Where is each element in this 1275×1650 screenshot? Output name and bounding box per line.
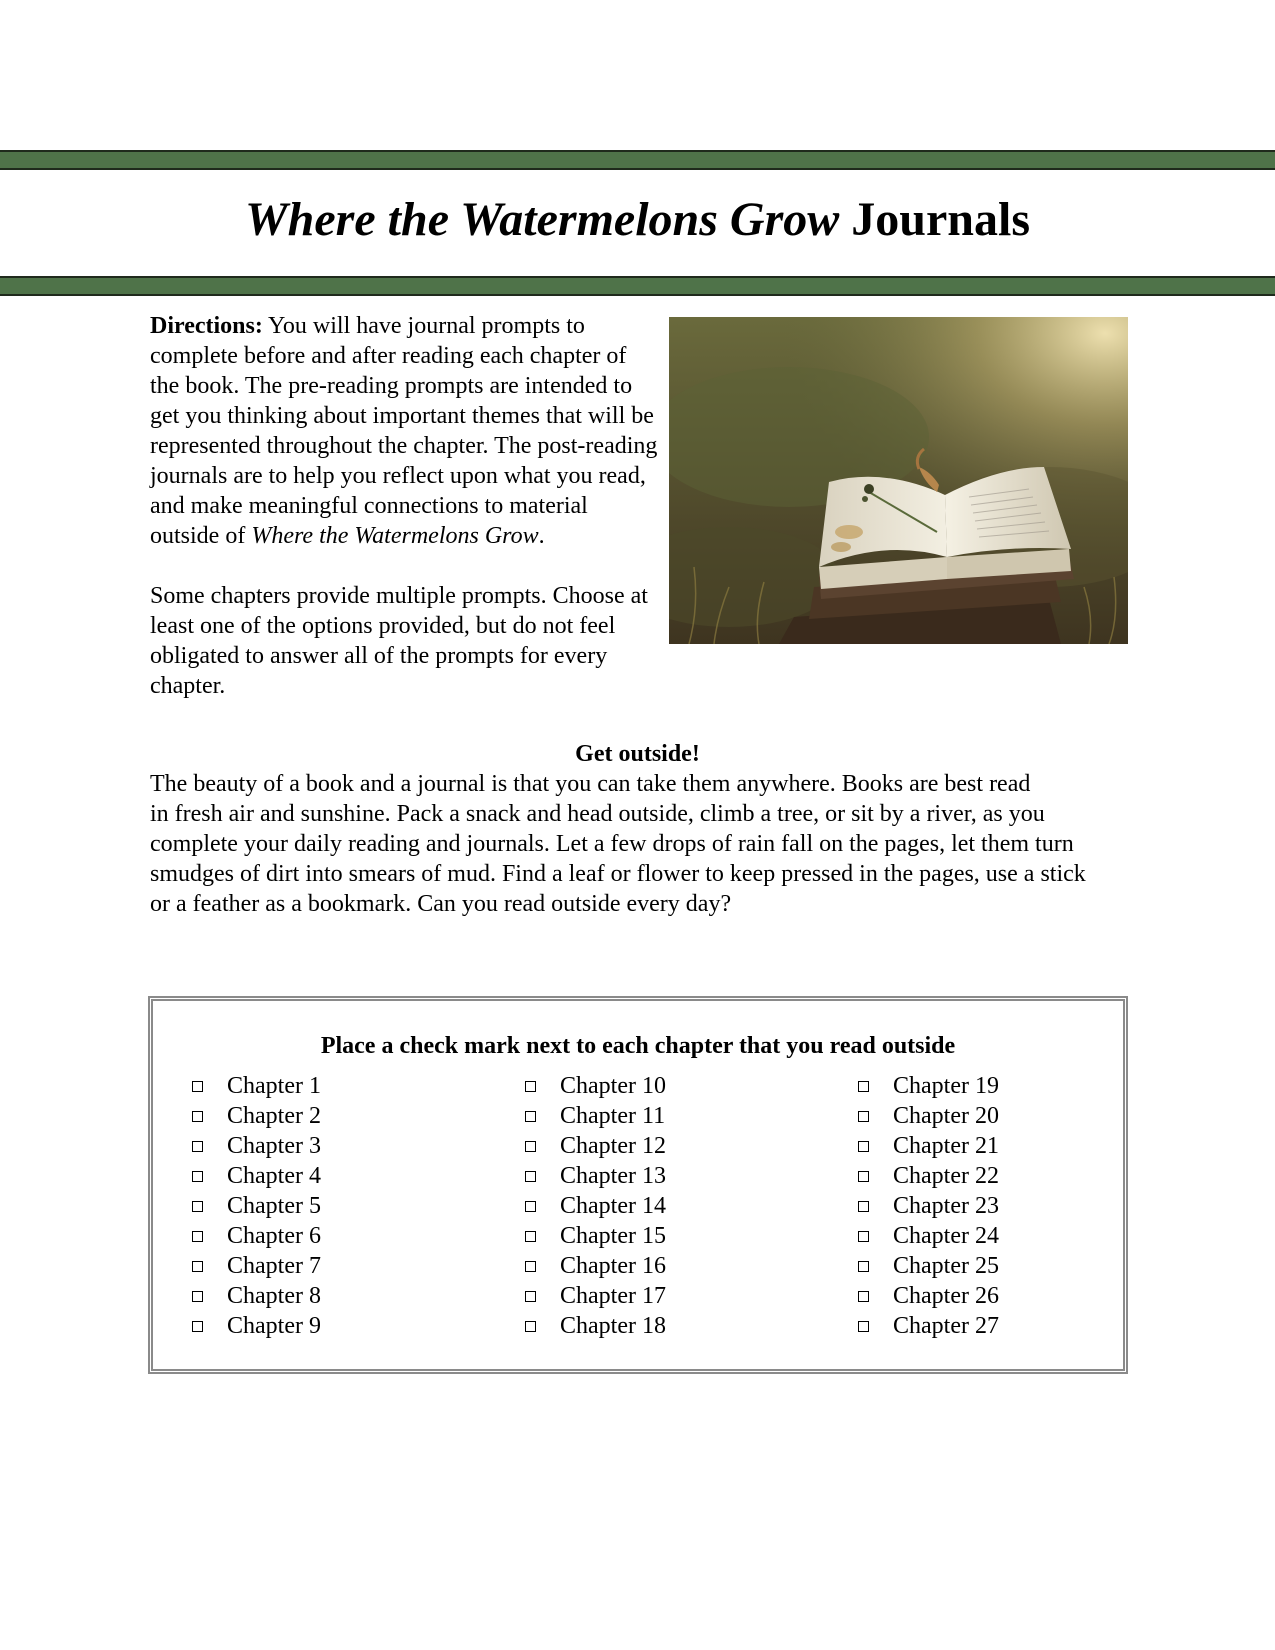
chapter-label: Chapter 11 [560, 1103, 666, 1129]
photo-illustration [669, 317, 1128, 644]
chapter-label: Chapter 22 [893, 1163, 999, 1189]
chapter-checklist-item[interactable] [191, 1281, 321, 1311]
checkbox[interactable] [525, 1231, 536, 1242]
directions-text: You will have journal prompts to complete before and after reading each chapter of the book. The pre-reading prompts are intended to get you thinking about important themes that will be represented throughout the chapter. The post-reading journals are to help you reflect upon what you read, and make meaningful connections to material outside of [150, 313, 658, 549]
chapter-label: Chapter 20 [893, 1103, 999, 1129]
chapter-checklist-item[interactable] [191, 1101, 321, 1131]
checkbox[interactable] [192, 1201, 203, 1212]
checkbox[interactable] [525, 1261, 536, 1272]
checkbox[interactable] [858, 1111, 869, 1122]
chapter-label: Chapter 25 [893, 1253, 999, 1279]
checkbox[interactable] [858, 1261, 869, 1272]
chapter-checklist-item[interactable] [524, 1191, 666, 1221]
checkbox[interactable] [192, 1261, 203, 1272]
outside-line: The beauty of a book and a journal is that you can take them anywhere. Books are best read [150, 771, 1031, 797]
chapter-label: Chapter 16 [560, 1253, 666, 1279]
chapter-label: Chapter 19 [893, 1073, 999, 1099]
checkbox[interactable] [858, 1081, 869, 1092]
chapter-label: Chapter 13 [560, 1163, 666, 1189]
chapter-label: Chapter 4 [227, 1163, 321, 1189]
checkbox[interactable] [192, 1141, 203, 1152]
header-band-top [0, 150, 1275, 170]
outside-line: complete your daily reading and journals. Let a few drops of rain fall on the pages, let them turn [150, 831, 1074, 857]
checkbox[interactable] [192, 1171, 203, 1182]
chapter-label: Chapter 8 [227, 1283, 321, 1309]
directions-paragraph-2: Some chapters provide multiple prompts. Choose at least one of the options provided, but do not feel obligated to answer all of the prompts for every chapter. [150, 583, 648, 699]
outside-line: or a feather as a bookmark. Can you read outside every day? [150, 891, 732, 917]
chapter-label: Chapter 23 [893, 1193, 999, 1219]
directions-label: Directions: [150, 313, 263, 339]
directions-section [150, 311, 660, 701]
chapter-checklist-item[interactable] [857, 1281, 999, 1311]
checkbox[interactable] [192, 1321, 203, 1332]
chapter-label: Chapter 17 [560, 1283, 666, 1309]
outside-line: in fresh air and sunshine. Pack a snack and head outside, climb a tree, or sit by a river, as you [150, 801, 1045, 827]
chapter-checklist-item[interactable] [524, 1161, 666, 1191]
outside-heading: Get outside! [575, 741, 700, 767]
checklist-title: Place a check mark next to each chapter that you read outside [320, 1033, 956, 1059]
title-book-name: Where the Watermelons Grow [245, 193, 840, 246]
chapter-label: Chapter 18 [560, 1313, 666, 1339]
chapter-checklist-item[interactable] [857, 1221, 999, 1251]
directions-period: . [538, 523, 545, 549]
chapter-label: Chapter 26 [893, 1283, 999, 1309]
checkbox[interactable] [858, 1231, 869, 1242]
chapter-label: Chapter 14 [560, 1193, 666, 1219]
checkbox[interactable] [858, 1201, 869, 1212]
header-band-bottom [0, 276, 1275, 296]
checkbox[interactable] [525, 1141, 536, 1152]
chapter-checklist-item[interactable] [524, 1281, 666, 1311]
outside-paragraph [150, 769, 1135, 919]
chapter-checklist-item[interactable] [857, 1311, 999, 1341]
chapter-label: Chapter 7 [227, 1253, 321, 1279]
chapter-label: Chapter 15 [560, 1223, 666, 1249]
chapter-checklist-item[interactable] [857, 1251, 999, 1281]
checkbox[interactable] [525, 1081, 536, 1092]
chapter-label: Chapter 24 [893, 1223, 999, 1249]
chapter-checklist-item[interactable] [524, 1071, 666, 1101]
chapter-checklist-item[interactable] [191, 1191, 321, 1221]
checkbox[interactable] [192, 1081, 203, 1092]
directions-book-title: Where the Watermelons Grow [251, 523, 539, 549]
checkbox[interactable] [525, 1321, 536, 1332]
outside-line: smudges of dirt into smears of mud. Find a leaf or flower to keep pressed in the pages, use a stick [150, 861, 1086, 887]
chapter-checklist-item[interactable] [524, 1101, 666, 1131]
checkbox[interactable] [192, 1231, 203, 1242]
checkbox[interactable] [525, 1201, 536, 1212]
chapter-label: Chapter 27 [893, 1313, 999, 1339]
chapter-checklist-item[interactable] [191, 1251, 321, 1281]
chapter-checklist-item[interactable] [524, 1221, 666, 1251]
chapter-checklist-item[interactable] [191, 1221, 321, 1251]
chapter-label: Chapter 9 [227, 1313, 321, 1339]
chapter-label: Chapter 5 [227, 1193, 321, 1219]
checkbox[interactable] [192, 1291, 203, 1302]
chapter-checklist-item[interactable] [857, 1191, 999, 1221]
checkbox[interactable] [525, 1171, 536, 1182]
chapter-checklist-item[interactable] [524, 1251, 666, 1281]
checklist-column-2 [524, 1071, 666, 1341]
chapter-checklist-item[interactable] [191, 1161, 321, 1191]
open-book-on-grass-photo [669, 317, 1128, 644]
chapter-label: Chapter 12 [560, 1133, 666, 1159]
chapter-checklist-item[interactable] [857, 1071, 999, 1101]
chapter-checklist-item[interactable] [857, 1161, 999, 1191]
checklist-column-3 [857, 1071, 999, 1341]
chapter-checklist-item[interactable] [524, 1131, 666, 1161]
chapter-checklist-box [148, 996, 1128, 1374]
title-suffix: Journals [851, 193, 1030, 246]
chapter-label: Chapter 6 [227, 1223, 321, 1249]
page-title [0, 190, 1275, 250]
checkbox[interactable] [192, 1111, 203, 1122]
directions-paragraph [150, 311, 660, 551]
checkbox[interactable] [525, 1111, 536, 1122]
chapter-checklist-item[interactable] [191, 1071, 321, 1101]
checkbox[interactable] [858, 1321, 869, 1332]
checkbox[interactable] [858, 1171, 869, 1182]
chapter-checklist-item[interactable] [857, 1131, 999, 1161]
chapter-checklist-item[interactable] [524, 1311, 666, 1341]
checkbox[interactable] [525, 1291, 536, 1302]
chapter-checklist-item[interactable] [857, 1101, 999, 1131]
chapter-checklist-item[interactable] [191, 1311, 321, 1341]
chapter-checklist-item[interactable] [191, 1131, 321, 1161]
checkbox[interactable] [858, 1291, 869, 1302]
chapter-label: Chapter 10 [560, 1073, 666, 1099]
chapter-label: Chapter 21 [893, 1133, 999, 1159]
chapter-label: Chapter 2 [227, 1103, 321, 1129]
checkbox[interactable] [858, 1141, 869, 1152]
checklist-column-1 [191, 1071, 321, 1341]
chapter-label: Chapter 3 [227, 1133, 321, 1159]
chapter-label: Chapter 1 [227, 1073, 321, 1099]
